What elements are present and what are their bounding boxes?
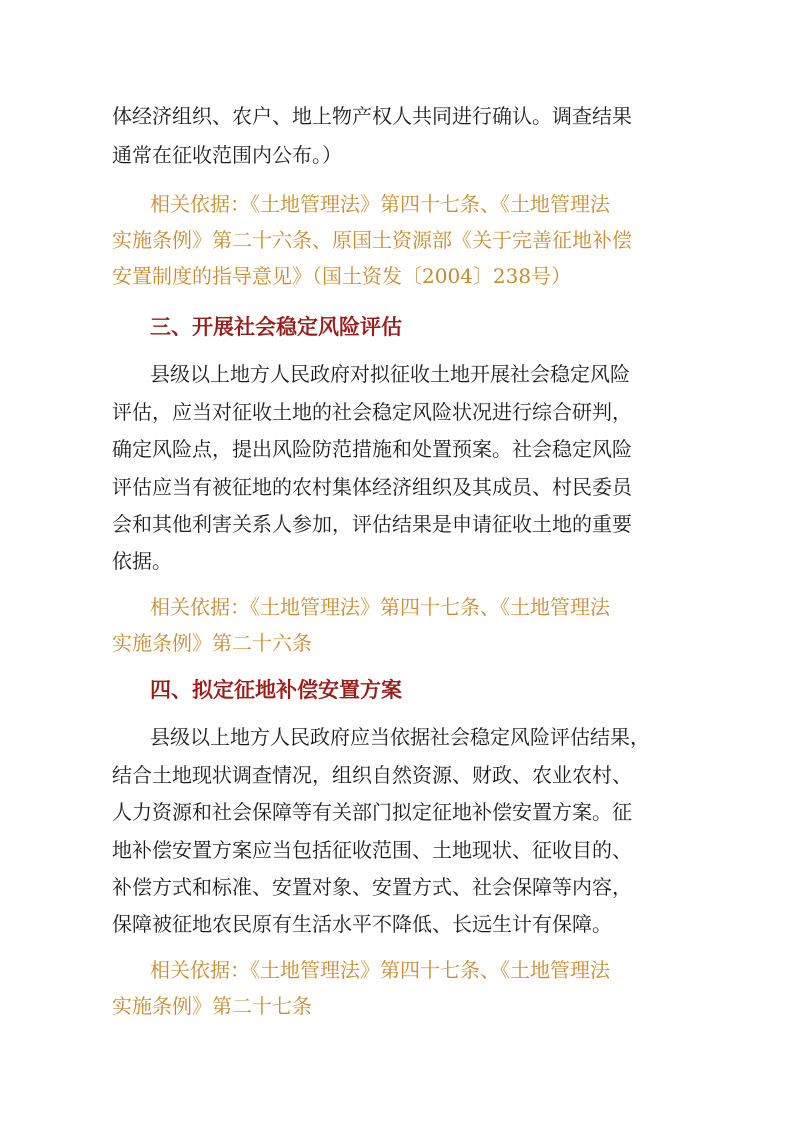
- basis-line: 安置制度的指导意见》（国土资发〔2004〕238号）: [112, 264, 572, 288]
- paragraph-line: 地补偿安置方案应当包括征收范围、土地现状、征收目的、: [112, 838, 632, 862]
- paragraph-line: 通常在征收范围内公布。）: [112, 143, 342, 167]
- basis-line: 相关依据：《土地管理法》第四十七条、《土地管理法: [150, 595, 610, 619]
- paragraph-line: 评估，应当对征收土地的社会稳定风险状况进行综合研判，: [112, 400, 632, 424]
- paragraph-line: 县级以上地方人民政府应当依据社会稳定风险评估结果，: [150, 725, 650, 749]
- paragraph-line: 确定风险点，提出风险防范措施和处置预案。社会稳定风险: [112, 437, 632, 461]
- paragraph-line: 县级以上地方人民政府对拟征收土地开展社会稳定风险: [150, 362, 630, 386]
- basis-line: 相关依据：《土地管理法》第四十七条、《土地管理法: [150, 192, 610, 216]
- section-heading-4: 四、拟定征地补偿安置方案: [150, 678, 402, 702]
- paragraph-line: 体经济组织、农户、地上物产权人共同进行确认。调查结果: [112, 104, 632, 128]
- paragraph-line: 保障被征地农民原有生活水平不降低、长远生计有保障。: [112, 912, 612, 936]
- basis-line: 实施条例》第二十六条、原国土资源部《关于完善征地补偿: [112, 228, 632, 252]
- paragraph-line: 人力资源和社会保障等有关部门拟定征地补偿安置方案。征: [112, 800, 632, 824]
- paragraph-line: 评估应当有被征地的农村集体经济组织及其成员、村民委员: [112, 475, 632, 499]
- paragraph-line: 补偿方式和标准、安置对象、安置方式、社会保障等内容，: [112, 875, 632, 899]
- paragraph-line: 会和其他利害关系人参加，评估结果是申请征收土地的重要: [112, 512, 632, 536]
- basis-line: 实施条例》第二十七条: [112, 994, 312, 1018]
- basis-line: 相关依据：《土地管理法》第四十七条、《土地管理法: [150, 958, 610, 982]
- paragraph-line: 依据。: [112, 549, 172, 573]
- paragraph-line: 结合土地现状调查情况，组织自然资源、财政、农业农村、: [112, 763, 632, 787]
- basis-line: 实施条例》第二十六条: [112, 631, 312, 655]
- section-heading-3: 三、开展社会稳定风险评估: [150, 315, 402, 339]
